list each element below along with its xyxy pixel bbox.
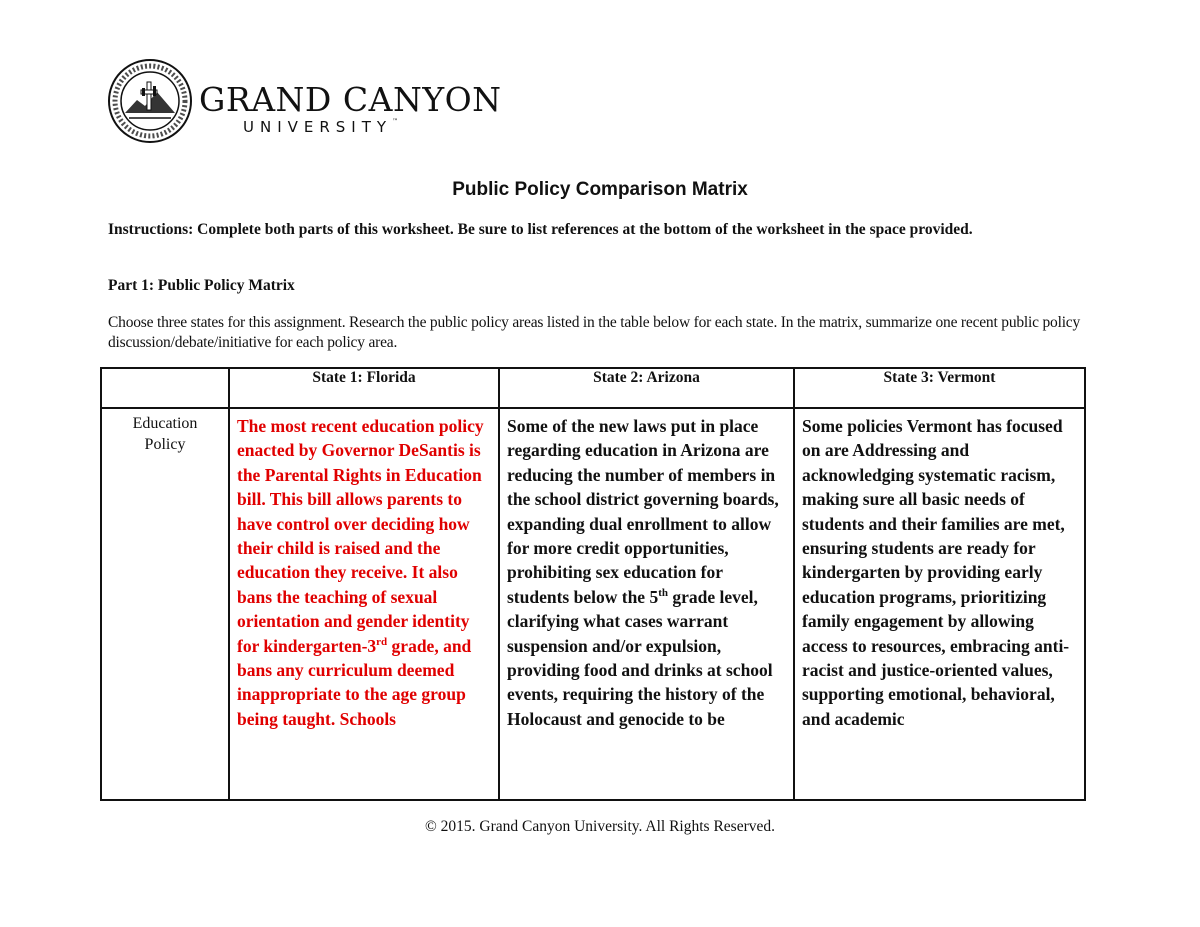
florida-superscript: rd bbox=[376, 635, 388, 648]
florida-text-part2: grade, and bans any curriculum deemed inappropriate to the age group being taught. Schools bbox=[237, 635, 472, 729]
part1-heading: Part 1: Public Policy Matrix bbox=[108, 277, 295, 294]
cell-florida-text bbox=[237, 414, 492, 798]
header-cell-empty bbox=[101, 368, 229, 408]
university-seal-icon bbox=[107, 58, 193, 144]
policy-matrix-table bbox=[100, 367, 1086, 801]
university-subtitle-text: UNIVERSITY bbox=[243, 118, 393, 136]
cell-vermont-text: Some policies Vermont has focused on are Addressing and acknowledging systematic racism, making sure all basic needs of students and their families are met, ensuring students are ready for kindergarten by providing early education programs, prioritizing family engagement by allowing access to resources, embracing anti-racist and justice-oriented values, supporting emotional, behavioral, and academic bbox=[802, 416, 1070, 729]
table-row-education-policy bbox=[101, 408, 1085, 800]
assignment-description: Choose three states for this assignment. Research the public policy areas listed in the table below for each state. In the matrix, summarize one recent public policy discussion/debate/initiative for each policy area. bbox=[108, 314, 1081, 351]
header-cell-vermont: State 3: Vermont bbox=[794, 368, 1085, 408]
university-subtitle bbox=[243, 118, 398, 136]
cell-arizona-education[interactable] bbox=[499, 408, 794, 800]
arizona-text-part2: grade level, clarifying what cases warrant suspension and/or expulsion, providing food and drinks at school events, requiring the history of the Holocaust and genocide to be bbox=[507, 586, 773, 729]
cell-arizona-text bbox=[507, 414, 787, 798]
florida-text-part1: The most recent education policy enacted by Governor DeSantis is the Parental Rights in Education bill. This bill allows parents to have control over deciding how their child is raised and the education they receive. It also bans the teaching of sexual orientation and gender identity for kindergarten-3 bbox=[237, 416, 484, 656]
trademark-symbol: ™ bbox=[392, 118, 399, 125]
page-title: Public Policy Comparison Matrix bbox=[452, 179, 748, 200]
header-cell-arizona: State 2: Arizona bbox=[499, 368, 794, 408]
cell-florida-education[interactable] bbox=[229, 408, 499, 800]
row-label-education-policy bbox=[101, 408, 229, 800]
arizona-superscript: th bbox=[658, 587, 668, 600]
cell-vermont-education[interactable] bbox=[794, 408, 1085, 800]
header-cell-florida: State 1: Florida bbox=[229, 368, 499, 408]
copyright-footer: © 2015. Grand Canyon University. All Rights Reserved. bbox=[424, 818, 775, 835]
table-header-row bbox=[101, 368, 1085, 408]
university-logo bbox=[107, 58, 502, 148]
instructions-text: Instructions: Complete both parts of this worksheet. Be sure to list references at the bottom of the worksheet in the space provided. bbox=[108, 221, 973, 238]
university-name: GRAND CANYON bbox=[199, 80, 502, 119]
row-label-text: Education Policy bbox=[132, 415, 198, 453]
arizona-text-part1: Some of the new laws put in place regarding education in Arizona are reducing the number of members in the school district governing boards, expanding dual enrollment to allow for more credit opportunities, prohibiting sex education for students below the 5 bbox=[507, 416, 779, 607]
